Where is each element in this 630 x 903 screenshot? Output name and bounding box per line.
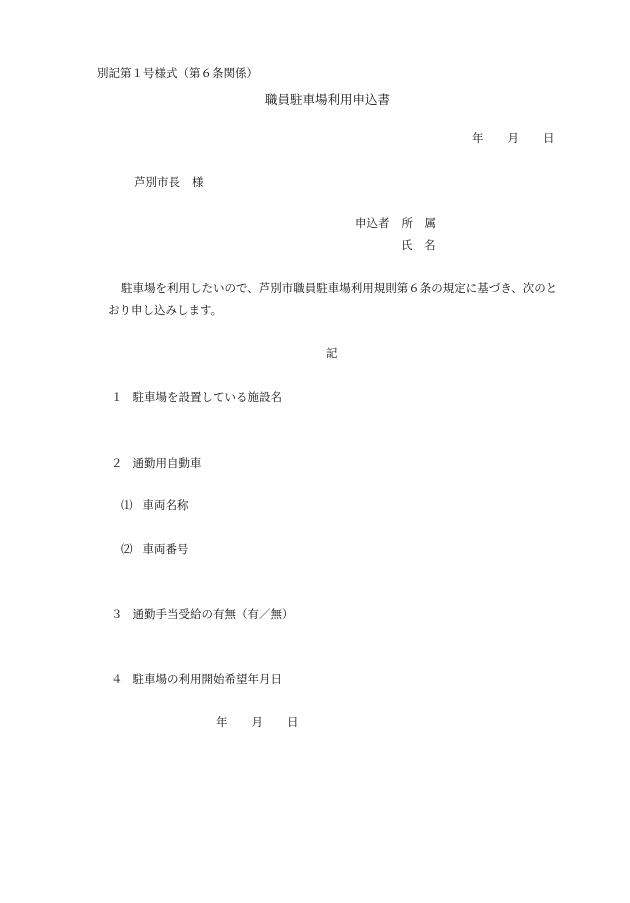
item-4: [111, 674, 282, 686]
item-2-sub-2: [121, 544, 189, 556]
ki-heading: 記: [326, 346, 338, 360]
affiliation-label: 所 属: [401, 216, 436, 230]
addressee-name: 芦別市長: [134, 175, 180, 189]
item-2-number: ２: [111, 456, 123, 470]
item-4-label: 駐車場の利用開始希望年月日: [132, 672, 282, 686]
addressee-honorific: 様: [192, 175, 204, 189]
form-label: 別記第１号様式（第６条関係）: [97, 66, 258, 80]
date-bottom-year: 年: [216, 715, 228, 729]
item-4-number: ４: [111, 672, 123, 686]
body-text-line2: おり申し込みします。: [108, 303, 223, 317]
item-2-sub-1-number: ⑴: [121, 498, 133, 512]
date-top-year: 年: [472, 131, 484, 145]
date-bottom: [216, 717, 299, 729]
item-3-number: ３: [111, 607, 123, 621]
date-bottom-month: 月: [251, 715, 263, 729]
date-top-month: 月: [507, 131, 519, 145]
body-text-line1: 駐車場を利用したいので、芦別市職員駐車場利用規則第６条の規定に基づき、次のと: [121, 281, 558, 295]
date-top-day: 日: [543, 131, 555, 145]
item-2-sub-1-label: 車両名称: [142, 498, 189, 512]
item-1-number: １: [111, 390, 123, 404]
date-bottom-day: 日: [287, 715, 299, 729]
applicant-affiliation-row: [355, 218, 436, 230]
item-2-sub-1: [121, 500, 189, 512]
item-2-sub-2-number: ⑵: [121, 542, 133, 556]
date-top: [472, 133, 555, 145]
item-1: [111, 392, 282, 404]
applicant-name-label: 氏 名: [401, 238, 436, 252]
item-2: [111, 458, 202, 470]
item-3-label: 通勤手当受給の有無（有／無）: [132, 607, 294, 621]
item-2-label: 通勤用自動車: [132, 456, 202, 470]
item-2-sub-2-label: 車両番号: [142, 542, 189, 556]
item-1-label: 駐車場を設置している施設名: [132, 390, 282, 404]
item-3: [111, 609, 294, 621]
page-title: 職員駐車場利用申込書: [265, 92, 391, 107]
addressee: [134, 177, 204, 189]
applicant-label: 申込者: [355, 216, 390, 230]
